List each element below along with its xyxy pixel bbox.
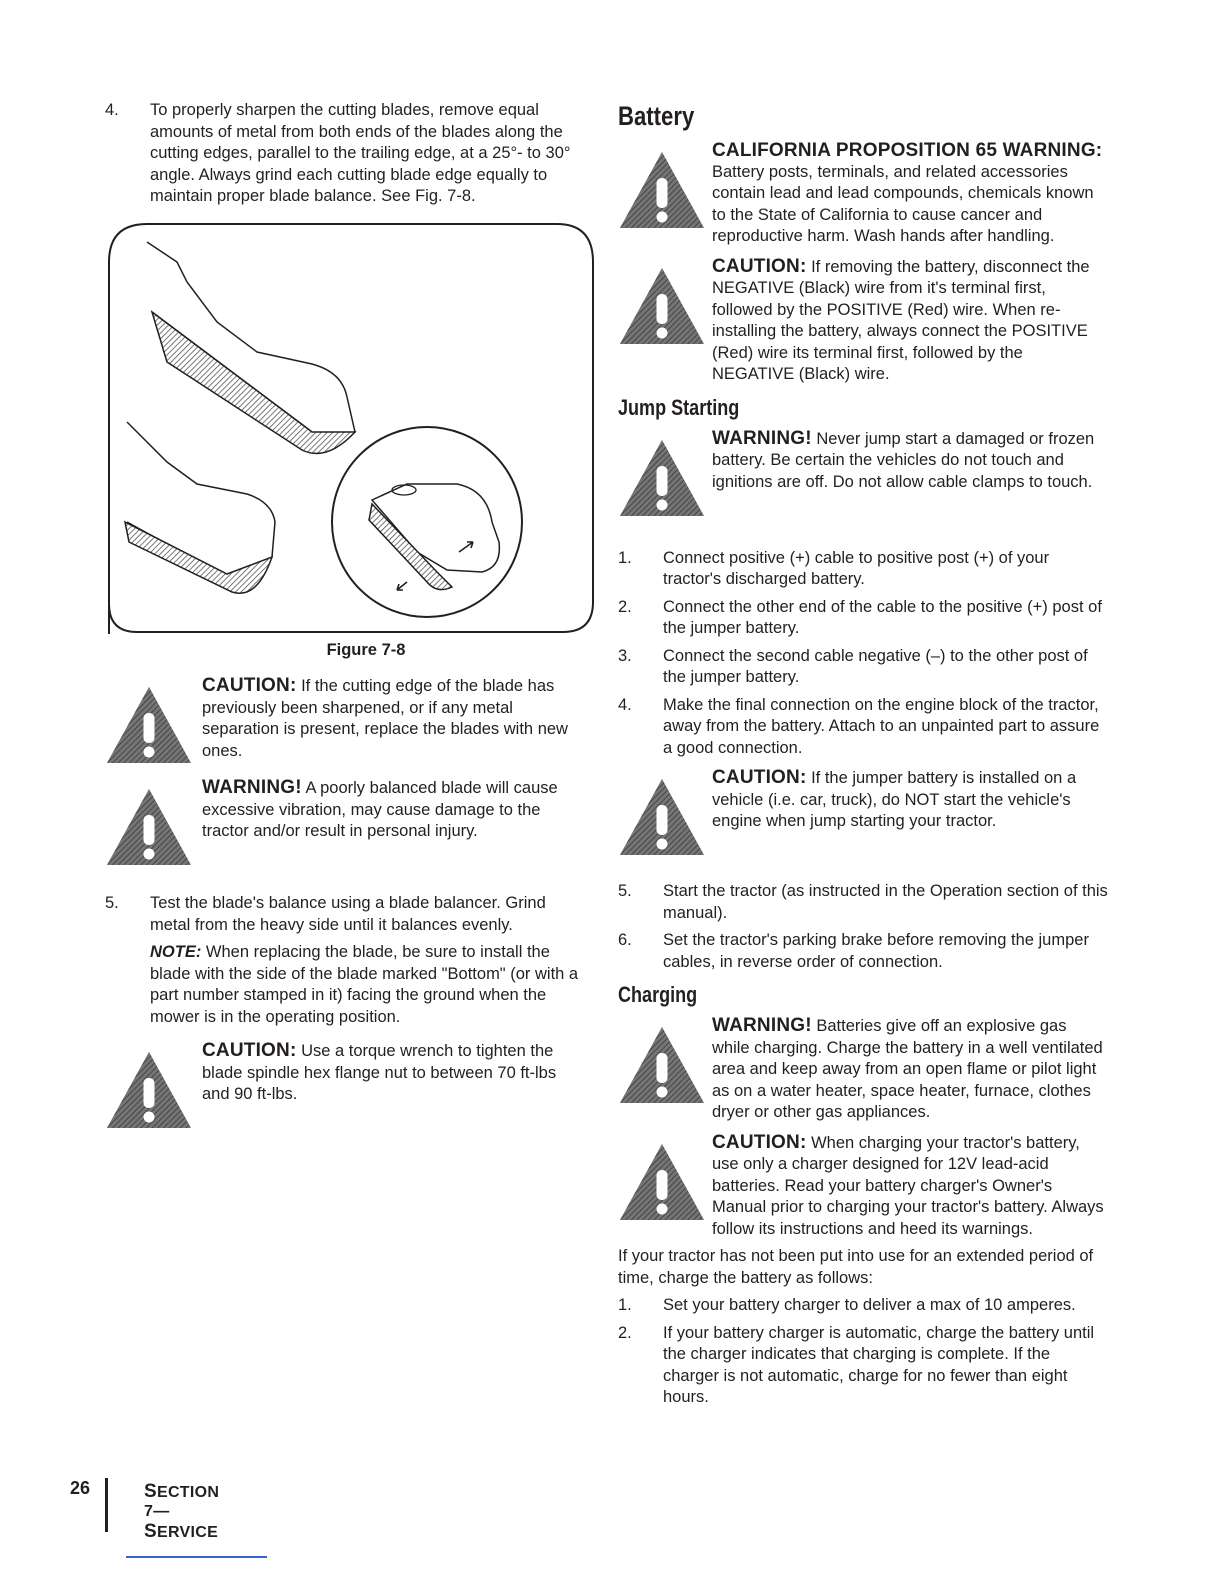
- step-text: Make the final connection on the engine block of the tractor, away from the battery. Attach to an unpainted part to assure a good connection.: [663, 695, 1100, 757]
- step-number: 4.: [618, 695, 632, 714]
- warning-alert: [105, 777, 587, 867]
- alert-keyword: WARNING!: [712, 1015, 812, 1036]
- list-item: [618, 881, 1108, 924]
- caution-alert: [618, 1132, 1108, 1241]
- step-number: 6.: [618, 931, 632, 949]
- charge-intro: If your tractor has not been put into use for an extended period of time, charge the battery as follows:: [618, 1247, 1094, 1287]
- list-item: [618, 1323, 1108, 1409]
- section-title: [144, 1481, 219, 1543]
- list-item: [618, 930, 1108, 973]
- jump-starting-heading: Jump Starting: [618, 394, 740, 420]
- alert-text: Batteries give off an explosive gas while charging. Charge the battery in a well ventilated area and keep away from an open flame or pilot light as on a water heater, space heater, furnace, clothes dryer or other gas appliances.: [712, 1017, 1103, 1121]
- charging-heading: Charging: [618, 982, 698, 1007]
- list-item: [618, 548, 1108, 591]
- list-item: [618, 597, 1108, 640]
- step-text: Connect positive (+) cable to positive post (+) of your tractor's discharged battery.: [663, 548, 1050, 588]
- caution-alert: [105, 1040, 587, 1130]
- step-number: 1.: [618, 548, 632, 567]
- step-text: Test the blade's balance using a blade balancer. Grind metal from the heavy side until it balances evenly.: [150, 894, 546, 934]
- step-number: 5.: [105, 894, 119, 912]
- list-item: [618, 695, 1108, 760]
- section-text: ERVICE: [156, 1524, 219, 1541]
- warning-triangle-icon: [618, 1025, 706, 1105]
- footer-divider: [105, 1478, 108, 1532]
- warning-triangle-icon: [618, 438, 706, 518]
- alert-keyword: CAUTION:: [202, 1040, 297, 1061]
- alert-keyword: CALIFORNIA PROPOSITION 65 WARNING:: [712, 140, 1103, 161]
- caution-alert: [618, 767, 1108, 857]
- caution-alert: [105, 675, 587, 765]
- step-number: 2.: [618, 1323, 632, 1342]
- battery-heading: Battery: [618, 101, 695, 131]
- alert-text: If removing the battery, disconnect the NEGATIVE (Black) wire from it's terminal first, followed by the POSITIVE (Red) wire. When re-installing the battery, always connect the POSITIVE (Red) wire its terminal first, followed by the NEGATIVE (Black) wire.: [712, 257, 1090, 383]
- step-text: If your battery charger is automatic, charge the battery until the charger indicates that charging is complete. If the charger is not automatic, charge for no fewer than eight hours.: [663, 1323, 1095, 1406]
- step-text: Connect the other end of the cable to the positive (+) post of the jumper battery.: [663, 597, 1102, 637]
- step-number: 3.: [618, 646, 632, 665]
- caution-alert: [618, 256, 1108, 386]
- alert-keyword: CAUTION:: [712, 255, 807, 277]
- section-initial: S: [144, 1481, 157, 1502]
- warning-alert: [618, 428, 1108, 518]
- alert-keyword: WARNING!: [712, 427, 812, 449]
- step-text: Set your battery charger to deliver a max of 10 amperes.: [663, 1296, 1076, 1314]
- step-number: 2.: [618, 597, 632, 616]
- alert-text: Never jump start a damaged or frozen battery. Be certain the vehicles do not touch and ignitions are off. Do not allow cable clamps to touch.: [712, 429, 1095, 491]
- blade-figure: [107, 222, 595, 634]
- note: [105, 942, 587, 1028]
- prop65-alert: [618, 140, 1108, 248]
- warning-triangle-icon: [105, 787, 193, 867]
- alert-keyword: WARNING!: [202, 777, 302, 798]
- page-number: 26: [70, 1478, 91, 1498]
- alert-text: If the cutting edge of the blade has previously been sharpened, or if any metal separation is present, replace the blades with new ones.: [202, 677, 568, 760]
- section-text: ECTION 7—: [144, 1484, 220, 1520]
- step-number: 4.: [105, 101, 119, 119]
- warning-alert: [618, 1015, 1108, 1124]
- warning-triangle-icon: [618, 150, 706, 230]
- warning-triangle-icon: [618, 266, 706, 346]
- figure-caption: Figure 7-8: [326, 640, 406, 659]
- warning-triangle-icon: [618, 1142, 706, 1222]
- alert-text: Battery posts, terminals, and related accessories contain lead and lead compounds, chemicals known to the State of California to cause cancer and reproductive harm. Wash hands after handling.: [712, 162, 1094, 245]
- section-initial: S: [144, 1521, 157, 1542]
- warning-triangle-icon: [105, 1050, 193, 1130]
- step-text: To properly sharpen the cutting blades, remove equal amounts of metal from both ends of the blades along the cutting edges, parallel to the trailing edge, at a 25°- to 30° angle. Always grind each cutting blade edge equally to maintain proper blade balance. See Fig. 7-8.: [150, 101, 571, 205]
- warning-triangle-icon: [105, 685, 193, 765]
- step-text: Connect the second cable negative (–) to the other post of the jumper battery.: [663, 646, 1088, 686]
- warning-triangle-icon: [618, 777, 706, 857]
- note-text: When replacing the blade, be sure to install the blade with the side of the blade marked "Bottom" (or with a part number stamped in it) facing the ground when the mower is in the operating position.: [150, 943, 579, 1026]
- list-item: [618, 1295, 1108, 1317]
- jump-steps: [618, 548, 1108, 760]
- link-underline: [126, 1556, 267, 1558]
- jump-steps-continued: [618, 881, 1108, 973]
- alert-text: When charging your tractor's battery, use only a charger designed for 12V lead-acid batteries. Read your battery charger's Owner's Manual prior to charging your tractor's battery. Always follow its instructions and heed its warnings.: [712, 1133, 1104, 1238]
- note-label: NOTE:: [150, 943, 202, 961]
- sharpen-step: [105, 100, 587, 208]
- step-text: Start the tractor (as instructed in the Operation section of this manual).: [663, 882, 1108, 922]
- right-column: [618, 100, 1108, 1409]
- alert-text: If the jumper battery is installed on a vehicle (i.e. car, truck), do NOT start the vehicle's engine when jump starting your tractor.: [712, 769, 1077, 830]
- list-item: [618, 646, 1108, 689]
- step-number: 5.: [618, 882, 632, 900]
- alert-text: Use a torque wrench to tighten the blade spindle hex flange nut to between 70 ft-lbs and 90 ft-lbs.: [202, 1042, 557, 1103]
- step-number: 1.: [618, 1296, 632, 1314]
- alert-keyword: CAUTION:: [712, 1131, 807, 1153]
- alert-text: A poorly balanced blade will cause excessive vibration, may cause damage to the tractor and/or result in personal injury.: [202, 779, 558, 840]
- balance-step: [105, 893, 587, 936]
- alert-keyword: CAUTION:: [202, 675, 297, 696]
- step-text: Set the tractor's parking brake before removing the jumper cables, in reverse order of connection.: [663, 931, 1089, 971]
- left-column: [105, 100, 587, 1130]
- alert-keyword: CAUTION:: [712, 767, 807, 788]
